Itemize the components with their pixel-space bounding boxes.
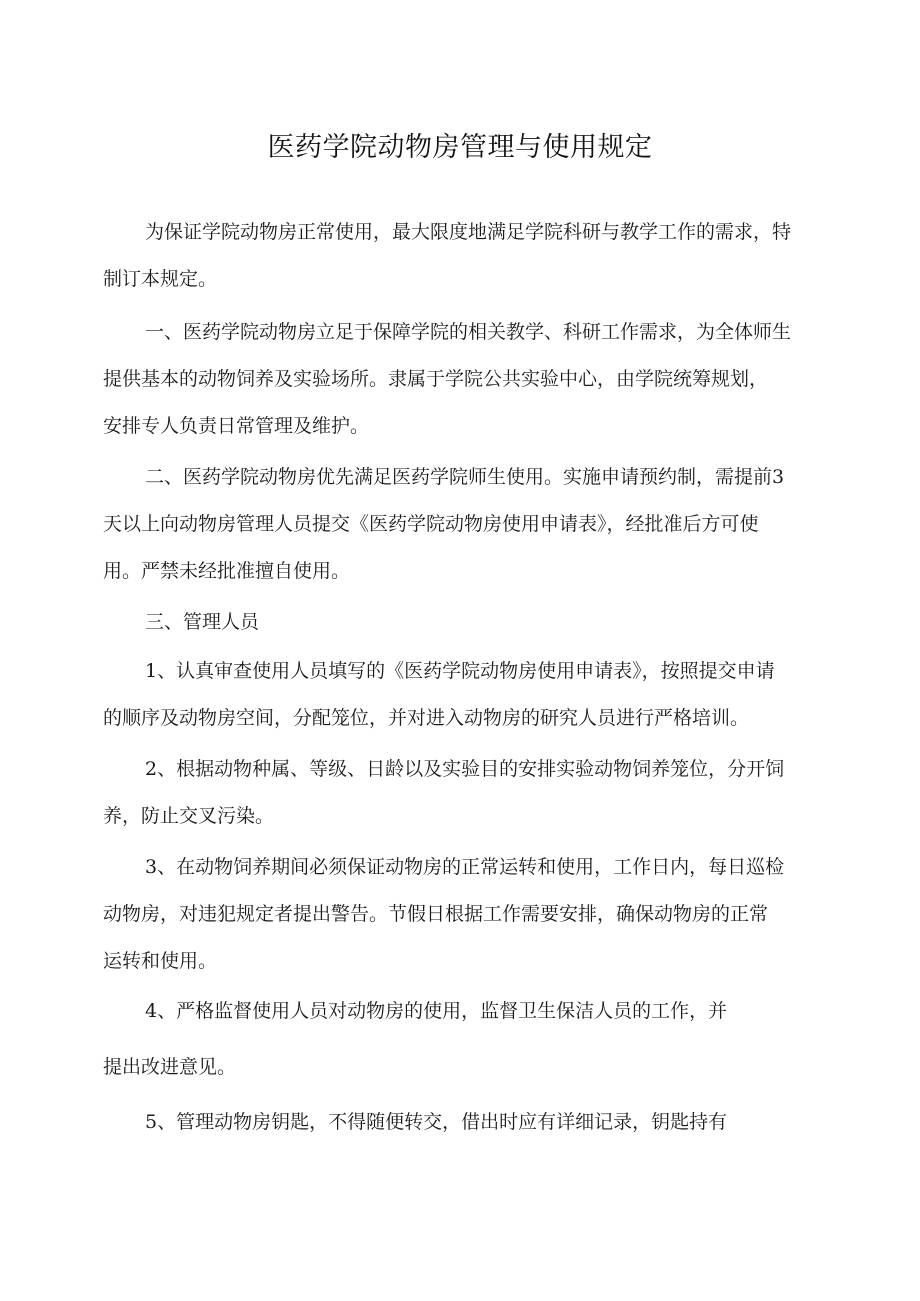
paragraph-line: 一、医药学院动物房立足于保障学院的相关教学、科研工作需求，为全体师生 xyxy=(145,321,792,343)
paragraph-line: 动物房，对违犯规定者提出警告。节假日根据工作需要安排，确保动物房的正常 xyxy=(103,903,769,925)
paragraph-line: 养，防止交叉污染。 xyxy=(103,805,275,827)
paragraph-line: 制订本规定。 xyxy=(103,268,218,290)
paragraph-line: 提供基本的动物饲养及实验场所。隶属于学院公共实验中心，由学院统筹规划， xyxy=(103,368,769,390)
paragraph-line: 用。严禁未经批准擅自使用。 xyxy=(103,560,351,582)
paragraph-line: 3、在动物饲养期间必须保证动物房的正常运转和使用，工作日内，每日巡检 xyxy=(145,856,785,878)
paragraph-line: 为保证学院动物房正常使用，最大限度地满足学院科研与教学工作的需求，特 xyxy=(145,221,792,243)
paragraph-line: 安排专人负责日常管理及维护。 xyxy=(103,415,370,437)
paragraph-line: 2、根据动物种属、等级、日龄以及实验目的安排实验动物饲养笼位，分开饲 xyxy=(145,758,785,780)
document-title: 医药学院动物房管理与使用规定 xyxy=(267,132,653,163)
section-heading: 三、管理人员 xyxy=(145,611,260,633)
paragraph-line: 提出改进意见。 xyxy=(103,1056,237,1078)
paragraph-line: 运转和使用。 xyxy=(103,950,218,972)
paragraph-line: 4、严格监督使用人员对动物房的使用，监督卫生保洁人员的工作，并 xyxy=(145,1000,728,1022)
paragraph-line: 5、管理动物房钥匙，不得随便转交，借出时应有详细记录，钥匙持有 xyxy=(145,1111,728,1133)
paragraph-line: 天以上向动物房管理人员提交《医药学院动物房使用申请表》，经批准后方可使 xyxy=(103,513,759,535)
paragraph-line: 的顺序及动物房空间，分配笼位，并对进入动物房的研究人员进行严格培训。 xyxy=(103,707,750,729)
paragraph-line: 二、医药学院动物房优先满足医药学院师生使用。实施申请预约制，需提前3 xyxy=(145,466,785,488)
paragraph-line: 1、认真审查使用人员填写的《医药学院动物房使用申请表》，按照提交申请 xyxy=(145,660,775,682)
